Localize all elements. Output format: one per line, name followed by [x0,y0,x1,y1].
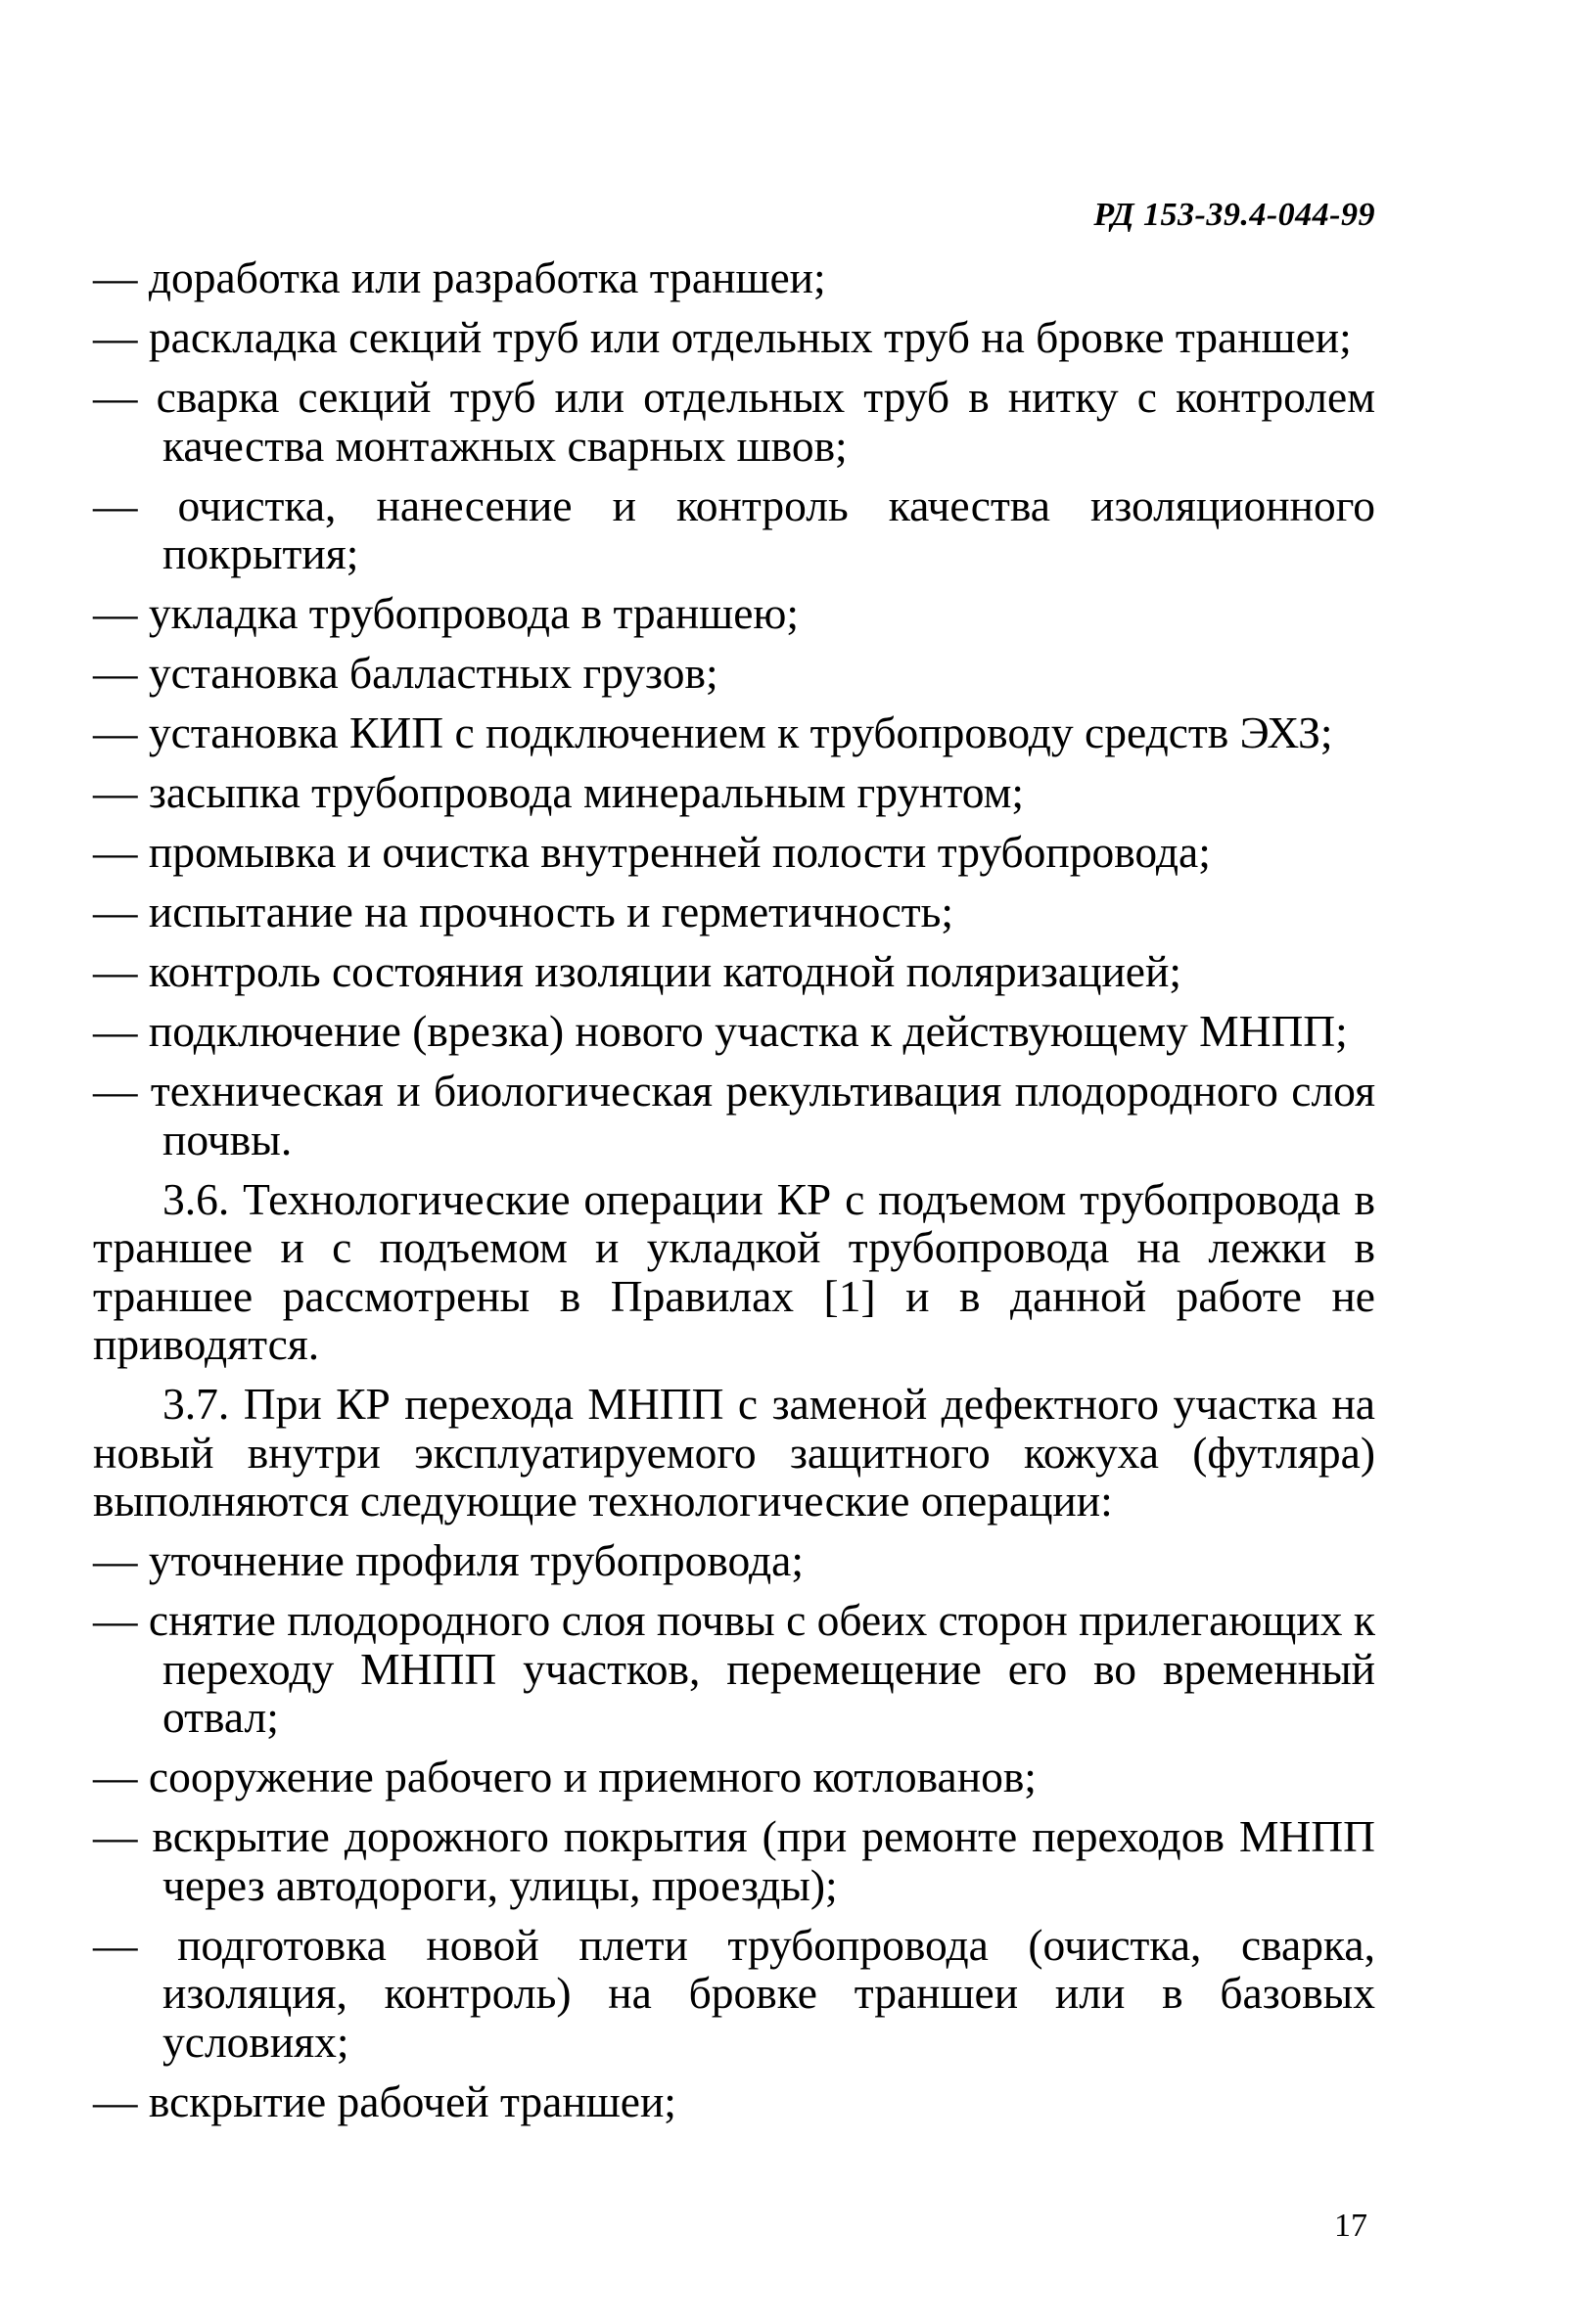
list-item: — укладка трубопровода в траншею; [93,588,800,638]
list-item: — раскладка секций труб или отдельных труб на бровке траншеи; [93,312,1352,362]
list-item: — контроль состояния изоляции катодной поляризацией; [93,946,1181,996]
list-item: — вскрытие рабочей траншеи; [93,2075,676,2126]
paragraph-3-6: 3.6. Технологические операции КР с подъемом трубопровода в траншее и с подъемом и укладкой трубопровода на лежки в траншее рассмотрены в Правилах [1] и в данной работе не приводятся. [93,1173,1375,1369]
list-item: — засыпка трубопровода минеральным грунтом; [93,767,1025,817]
document-page [93,191,1375,2324]
list-item: — подготовка новой плети трубопровода (очистка, сварка, изоляция, контроль) на бровке траншеи или в базовых условиях; [93,1919,1375,2067]
list-item: — подключение (врезка) нового участка к действующему МНПП; [93,1006,1348,1056]
list-item: — вскрытие дорожного покрытия (при ремонте переходов МНПП через автодороги, улицы, проезды); [93,1811,1375,1910]
list-item: — сооружение рабочего и приемного котлованов; [93,1752,1037,1801]
list-item: — испытание на прочность и герметичность; [93,887,954,936]
list-item: — установка балластных грузов; [93,648,718,698]
list-item: — доработка или разработка траншеи; [93,252,826,302]
page-body [93,253,1375,2137]
document-code-header: РД 153-39.4-044-99 [1093,197,1375,233]
page-number: 17 [1334,2208,1367,2244]
list-item: — сварка секций труб или отдельных труб в нитку с контролем качества монтажных сварных швов; [93,372,1375,471]
list-item: — очистка, нанесение и контроль качества изоляционного покрытия; [93,479,1375,578]
list-item: — установка КИП с подключением к трубопроводу средств ЭХЗ; [93,707,1333,757]
list-item: — снятие плодородного слоя почвы с обеих сторон прилегающих к переходу МНПП участков, перемещение его во временный отвал; [93,1595,1375,1742]
list-item: — промывка и очистка внутренней полости трубопровода; [93,827,1211,877]
paragraph-3-7: 3.7. При КР перехода МНПП с заменой дефектного участка на новый внутри эксплуатируемого защитного кожуха (футляра) выполняются следующие технологические операции: [93,1379,1375,1526]
list-item: — уточнение профиля трубопровода; [93,1535,804,1585]
list-item: — техническая и биологическая рекультивация плодородного слоя почвы. [93,1066,1375,1164]
